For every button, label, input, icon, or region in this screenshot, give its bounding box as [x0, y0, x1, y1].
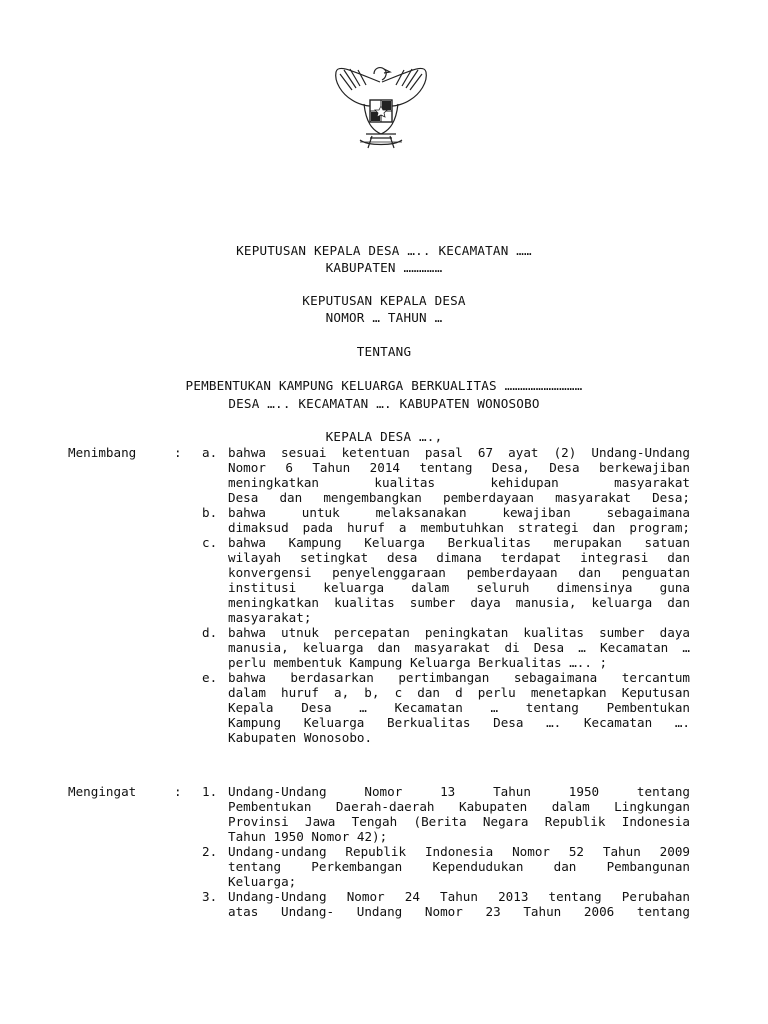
title-line-2: KABUPATEN …………… — [325, 260, 443, 275]
title-line-4: NOMOR … TAHUN … — [325, 310, 443, 325]
item-line: masyarakat; — [228, 610, 312, 625]
list-item — [68, 505, 690, 535]
title-line-7: DESA ….. KECAMATAN …. KABUPATEN WONOSOBO — [228, 396, 540, 411]
item-line: bahwa Kampung Keluarga Berkualitas merupakan satuan — [228, 535, 690, 550]
title-line-6: PEMBENTUKAN KAMPUNG KELUARGA BERKUALITAS ………………………… — [185, 378, 583, 393]
item-marker: d. — [202, 625, 218, 640]
item-line: bahwa sesuai ketentuan pasal 67 ayat (2) Undang-Undang — [228, 445, 690, 460]
item-marker: 2. — [202, 844, 218, 859]
item-line: institusi keluarga dalam seluruh dimensinya guna — [228, 580, 690, 595]
item-line: Nomor 6 Tahun 2014 tentang Desa, Desa berkewajiban — [228, 460, 690, 475]
list-item — [68, 625, 690, 670]
item-line: bahwa berdasarkan pertimbangan sebagaimana tercantum — [228, 670, 690, 685]
item-line: Kampung Keluarga Berkualitas Desa …. Kecamatan …. — [228, 715, 690, 730]
item-line: dalam huruf a, b, c dan d perlu menetapkan Keputusan — [228, 685, 690, 700]
menimbang-section — [68, 445, 690, 745]
item-line: Kepala Desa … Kecamatan … tentang Pembentukan — [228, 700, 690, 715]
list-item — [68, 844, 690, 889]
item-line: Pembentukan Daerah-daerah Kabupaten dalam Lingkungan — [228, 799, 690, 814]
list-item — [68, 784, 690, 844]
item-marker: c. — [202, 535, 218, 550]
item-line: Kabupaten Wonosobo. — [228, 730, 373, 745]
item-line: dimaksud pada huruf a membutuhkan strategi dan program; — [228, 520, 690, 535]
item-line: Tahun 1950 Nomor 42); — [228, 829, 388, 844]
menimbang-label: Menimbang — [68, 445, 137, 460]
item-marker: a. — [202, 445, 218, 460]
item-line: bahwa utnuk percepatan peningkatan kualitas sumber daya — [228, 625, 690, 640]
item-line: atas Undang- Undang Nomor 23 Tahun 2006 tentang — [228, 904, 690, 919]
mengingat-colon: : — [174, 784, 182, 799]
title-line-3: KEPUTUSAN KEPALA DESA — [302, 293, 466, 308]
item-line: Undang-Undang Nomor 24 Tahun 2013 tentang Perubahan — [228, 889, 690, 904]
item-line: Desa dan mengembangkan pemberdayaan masyarakat Desa; — [228, 490, 690, 505]
garuda-emblem-icon — [330, 60, 432, 152]
title-line-1: KEPUTUSAN KEPALA DESA ….. KECAMATAN …… — [236, 243, 532, 258]
item-line: meningkatkan kualitas sumber daya manusia, keluarga dan — [228, 595, 690, 610]
item-line: Undang-Undang Nomor 13 Tahun 1950 tentang — [228, 784, 690, 799]
item-line: meningkatkan kualitas kehidupan masyarakat — [228, 475, 690, 490]
item-line: bahwa untuk melaksanakan kewajiban sebagaimana — [228, 505, 690, 520]
item-line: Keluarga; — [228, 874, 297, 889]
item-line: perlu membentuk Kampung Keluarga Berkualitas ….. ; — [228, 655, 608, 670]
item-line: tentang Perkembangan Kependudukan dan Pembangunan — [228, 859, 690, 874]
mengingat-label: Mengingat — [68, 784, 137, 799]
item-marker: e. — [202, 670, 218, 685]
list-item — [68, 445, 690, 505]
item-line: manusia, keluarga dan masyarakat di Desa … Kecamatan … — [228, 640, 690, 655]
item-line: wilayah setingkat desa dimana terdapat integrasi dan — [228, 550, 690, 565]
list-item — [68, 670, 690, 745]
menimbang-colon: : — [174, 445, 182, 460]
item-marker: 1. — [202, 784, 218, 799]
list-item — [68, 889, 690, 919]
title-line-8: KEPALA DESA …., — [325, 429, 443, 444]
item-line: Provinsi Jawa Tengah (Berita Negara Republik Indonesia — [228, 814, 690, 829]
item-line: Undang-undang Republik Indonesia Nomor 52 Tahun 2009 — [228, 844, 690, 859]
title-line-5: TENTANG — [356, 344, 412, 359]
item-marker: 3. — [202, 889, 218, 904]
mengingat-section — [68, 784, 690, 919]
list-item — [68, 535, 690, 625]
item-line: konvergensi penyelenggaraan pemberdayaan dan penguatan — [228, 565, 690, 580]
item-marker: b. — [202, 505, 218, 520]
